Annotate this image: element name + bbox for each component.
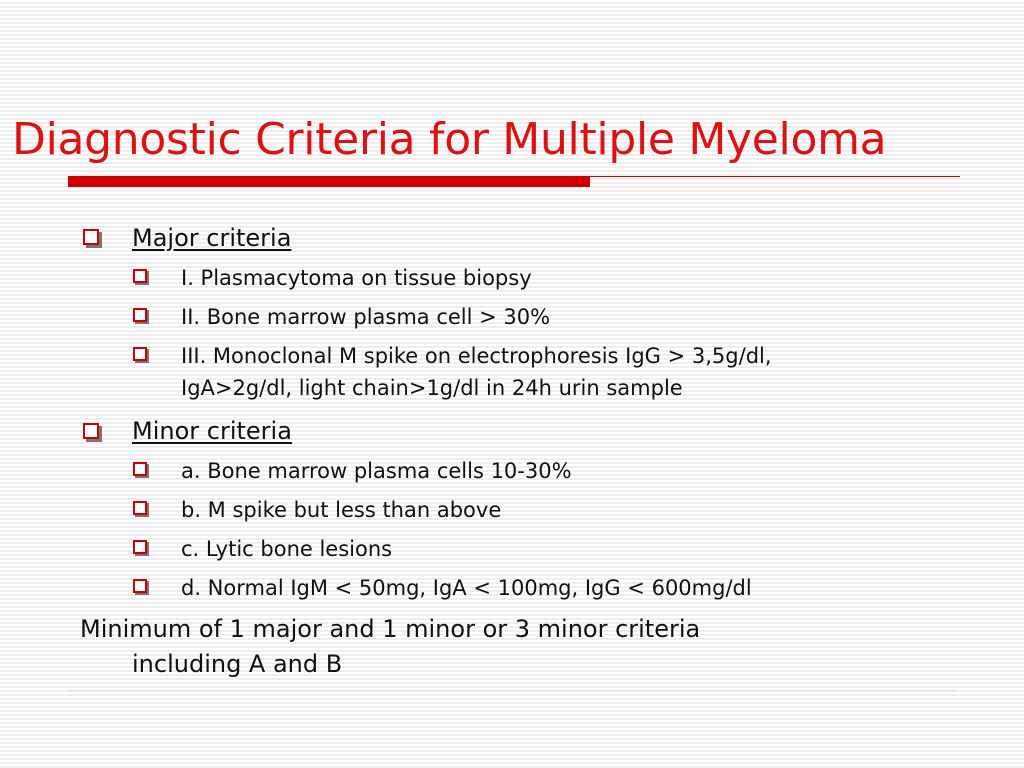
major-criteria-item: II. Bone marrow plasma cell > 30% (181, 305, 551, 329)
minor-criteria-item: a. Bone marrow plasma cells 10-30% (181, 459, 572, 483)
checkbox-square-icon (83, 229, 99, 245)
checkbox-square-icon (133, 501, 147, 515)
slide-title: Diagnostic Criteria for Multiple Myeloma (12, 114, 887, 165)
minor-criteria-heading: Minor criteria (132, 417, 292, 445)
minor-criteria-item: c. Lytic bone lesions (181, 537, 393, 561)
checkbox-square-icon (83, 423, 99, 439)
major-criteria-heading: Major criteria (132, 224, 292, 252)
checkbox-square-icon (133, 462, 147, 476)
major-criteria-item-continued: IgA>2g/dl, light chain>1g/dl in 24h urin sample (181, 376, 683, 400)
title-underline-thick (68, 176, 590, 187)
checkbox-square-icon (133, 347, 147, 361)
checkbox-square-icon (133, 579, 147, 593)
summary-line-continued: including A and B (132, 650, 343, 678)
minor-criteria-item: b. M spike but less than above (181, 498, 502, 522)
footer-divider (68, 690, 956, 691)
major-criteria-item: III. Monoclonal M spike on electrophoresis IgG > 3,5g/dl, (181, 344, 772, 368)
checkbox-square-icon (133, 308, 147, 322)
title-underline-thin (590, 176, 960, 177)
checkbox-square-icon (133, 269, 147, 283)
minor-criteria-item: d. Normal IgM < 50mg, IgA < 100mg, IgG < 600mg/dl (181, 576, 752, 600)
checkbox-square-icon (133, 540, 147, 554)
major-criteria-item: I. Plasmacytoma on tissue biopsy (181, 266, 532, 290)
summary-line: Minimum of 1 major and 1 minor or 3 minor criteria (80, 615, 701, 643)
